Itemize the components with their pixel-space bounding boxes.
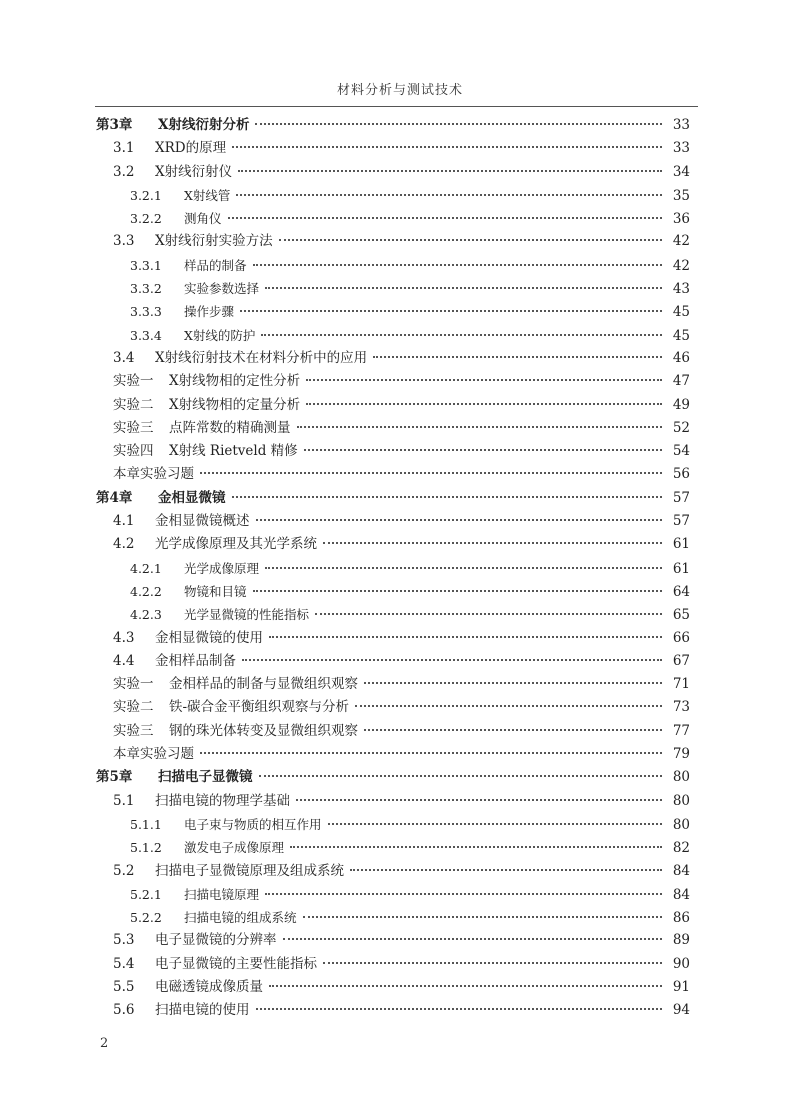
entry-page: 35	[672, 187, 690, 204]
entry-title: 电子束与物质的相互作用	[184, 816, 322, 832]
leader-dots	[256, 519, 663, 521]
entry-number: 3.2.2	[130, 211, 162, 227]
entry-number: 实验三	[113, 722, 154, 739]
leader-dots	[256, 1008, 663, 1010]
entry-number: 实验一	[113, 373, 154, 390]
leader-dots	[240, 310, 662, 312]
leader-dots	[328, 823, 662, 825]
entry-page: 90	[672, 955, 690, 972]
toc-entry[interactable]	[96, 137, 690, 160]
entry-number: 第3章	[96, 117, 133, 133]
entry-page: 47	[672, 373, 690, 390]
entry-title: 扫描电子显微镜原理及组成系统	[155, 862, 344, 879]
toc-entry[interactable]	[96, 300, 690, 323]
entry-title: 电子显微镜的主要性能指标	[155, 955, 317, 972]
entry-title: 测角仪	[184, 211, 222, 227]
entry-title: 实验参数选择	[184, 281, 260, 297]
toc-entry[interactable]	[96, 230, 690, 253]
leader-dots	[364, 682, 662, 684]
leader-dots	[373, 356, 662, 358]
leader-dots	[297, 426, 663, 428]
entry-title: X射线 Rietveld 精修	[169, 443, 298, 460]
entry-title: 光学成像原理及其光学系统	[155, 536, 317, 553]
entry-number: 实验四	[113, 443, 154, 460]
toc-entry[interactable]	[96, 720, 690, 743]
leader-dots	[290, 846, 662, 848]
leader-dots	[279, 239, 662, 241]
leader-dots	[255, 123, 662, 125]
entry-number: 5.4	[113, 955, 135, 972]
toc-entry[interactable]	[96, 463, 690, 486]
entry-title: 样品的制备	[184, 257, 247, 273]
toc-entry[interactable]	[96, 370, 690, 393]
toc-entry[interactable]	[96, 207, 690, 230]
entry-page: 34	[672, 163, 690, 180]
entry-number: 4.1	[113, 513, 135, 530]
leader-dots	[232, 496, 663, 498]
entry-page: 46	[672, 349, 690, 366]
entry-page: 79	[672, 746, 690, 763]
entry-number: 4.2	[113, 536, 135, 553]
entry-page: 91	[672, 978, 690, 995]
entry-number: 5.2	[113, 862, 135, 879]
entry-number: 5.2.2	[130, 910, 162, 926]
entry-page: 77	[672, 722, 690, 739]
leader-dots	[242, 659, 662, 661]
entry-number: 3.4	[113, 349, 135, 366]
toc-entry[interactable]	[96, 976, 690, 999]
entry-page: 33	[672, 140, 690, 157]
toc-entry[interactable]	[96, 743, 690, 766]
entry-title: 金相样品制备	[155, 652, 236, 669]
entry-number: 4.3	[113, 629, 135, 646]
entry-page: 61	[672, 560, 690, 577]
leader-dots	[265, 893, 662, 895]
entry-number: 实验二	[113, 699, 154, 716]
leader-dots	[200, 752, 662, 754]
entry-page: 73	[672, 699, 690, 716]
entry-page: 82	[672, 840, 690, 857]
toc-entry[interactable]	[96, 510, 690, 533]
entry-page: 94	[672, 1002, 690, 1019]
toc-entry[interactable]	[96, 533, 690, 556]
entry-number: 实验三	[113, 419, 154, 436]
entry-number: 实验二	[113, 396, 154, 413]
leader-dots	[304, 449, 662, 451]
entry-number: 第5章	[96, 769, 133, 786]
leader-dots	[306, 379, 662, 381]
entry-number: 第4章	[96, 489, 133, 506]
toc-entry[interactable]	[96, 417, 690, 440]
entry-title: 光学成像原理	[184, 560, 260, 576]
entry-number: 3.3.2	[130, 281, 162, 297]
entry-page: 71	[672, 676, 690, 693]
entry-number: 3.3.4	[130, 327, 162, 343]
leader-dots	[228, 217, 662, 219]
toc-entry[interactable]	[96, 324, 690, 347]
entry-number: 3.2	[113, 163, 135, 180]
leader-dots	[323, 962, 662, 964]
toc-entry[interactable]	[96, 184, 690, 207]
entry-number: 5.1.1	[130, 816, 162, 832]
leader-dots	[350, 869, 662, 871]
entry-title: X射线衍射实验方法	[155, 233, 273, 250]
entry-title: 扫描电镜的组成系统	[184, 910, 297, 926]
toc-entry[interactable]	[96, 627, 690, 650]
toc-entry[interactable]	[96, 929, 690, 952]
entry-page: 64	[672, 583, 690, 600]
toc-entry[interactable]	[96, 696, 690, 719]
entry-title: 本章实验习题	[113, 746, 194, 763]
leader-dots	[238, 170, 662, 172]
entry-number: 4.2.3	[130, 607, 162, 623]
leader-dots	[236, 194, 662, 196]
toc-entry[interactable]	[96, 440, 690, 463]
entry-page: 45	[672, 304, 690, 321]
leader-dots	[265, 287, 662, 289]
entry-title: 激发电子成像原理	[184, 840, 285, 856]
entry-page: 80	[672, 816, 690, 833]
entry-page: 89	[672, 932, 690, 949]
leader-dots	[200, 472, 662, 474]
entry-title: 金相显微镜概述	[155, 513, 250, 530]
entry-page: 84	[672, 862, 690, 879]
entry-title: X射线衍射技术在材料分析中的应用	[155, 349, 368, 366]
entry-title: 扫描电子显微镜	[158, 769, 253, 786]
leader-dots	[315, 613, 662, 615]
leader-dots	[261, 334, 662, 336]
entry-page: 84	[672, 886, 690, 903]
entry-number: 5.6	[113, 1002, 135, 1019]
entry-number: 5.3	[113, 932, 135, 949]
toc-entry[interactable]	[96, 999, 690, 1022]
entry-number: 5.5	[113, 978, 135, 995]
entry-title: X射线管	[184, 187, 231, 203]
leader-dots	[303, 916, 662, 918]
entry-title: 金相显微镜	[158, 489, 226, 506]
leader-dots	[265, 567, 662, 569]
toc-entry[interactable]	[96, 254, 690, 277]
toc-entry[interactable]	[96, 277, 690, 300]
entry-title: 金相显微镜的使用	[155, 629, 263, 646]
leader-dots	[269, 985, 662, 987]
toc-entry[interactable]	[96, 580, 690, 603]
entry-page: 61	[672, 536, 690, 553]
entry-number: 5.1	[113, 792, 135, 809]
toc-entry[interactable]	[96, 673, 690, 696]
leader-dots	[296, 799, 662, 801]
entry-number: 4.4	[113, 652, 135, 669]
toc-entry[interactable]	[96, 161, 690, 184]
entry-title: 扫描电镜的使用	[155, 1002, 250, 1019]
toc-entry[interactable]	[96, 813, 690, 836]
entry-page: 42	[672, 233, 690, 250]
entry-page: 67	[672, 652, 690, 669]
entry-page: 56	[672, 466, 690, 483]
toc-entry[interactable]	[96, 883, 690, 906]
entry-page: 80	[672, 769, 690, 786]
entry-title: 光学显微镜的性能指标	[184, 607, 310, 623]
entry-number: 5.1.2	[130, 840, 162, 856]
toc-entry[interactable]	[96, 790, 690, 813]
entry-number: 3.3	[113, 233, 135, 250]
entry-title: 点阵常数的精确测量	[169, 419, 291, 436]
toc-entry[interactable]	[96, 487, 690, 510]
leader-dots	[306, 403, 662, 405]
entry-page: 65	[672, 607, 690, 624]
toc-entry[interactable]	[96, 836, 690, 859]
entry-page: 36	[672, 211, 690, 228]
entry-title: 电磁透镜成像质量	[155, 978, 263, 995]
entry-number: 3.2.1	[130, 187, 162, 203]
entry-page: 66	[672, 629, 690, 646]
toc-entry[interactable]	[96, 347, 690, 370]
entry-title: X射线物相的定性分析	[169, 373, 301, 390]
toc-entry[interactable]	[96, 603, 690, 626]
leader-dots	[259, 775, 663, 777]
entry-title: X射线衍射仪	[155, 163, 233, 180]
entry-title: 物镜和目镜	[184, 583, 247, 599]
leader-dots	[283, 938, 663, 940]
entry-title: 铁-碳合金平衡组织观察与分析	[169, 699, 350, 716]
leader-dots	[364, 729, 662, 731]
header-rule	[95, 106, 698, 107]
toc-entry[interactable]	[96, 906, 690, 929]
leader-dots	[232, 146, 662, 148]
entry-title: 操作步骤	[184, 304, 235, 320]
entry-page: 42	[672, 257, 690, 274]
entry-page: 33	[672, 117, 690, 133]
leader-dots	[253, 590, 662, 592]
leader-dots	[269, 636, 662, 638]
entry-title: 扫描电镜的物理学基础	[155, 792, 290, 809]
entry-number: 3.3.3	[130, 304, 162, 320]
entry-page: 57	[672, 489, 690, 506]
toc-entry[interactable]	[96, 650, 690, 673]
toc-entry[interactable]	[96, 114, 690, 137]
entry-page: 45	[672, 327, 690, 344]
entry-title: 钢的珠光体转变及显微组织观察	[169, 722, 358, 739]
entry-number: 4.2.2	[130, 583, 162, 599]
entry-page: 52	[672, 419, 690, 436]
leader-dots	[323, 542, 662, 544]
entry-title: 本章实验习题	[113, 466, 194, 483]
entry-title: XRD的原理	[155, 140, 227, 157]
entry-number: 3.1	[113, 140, 135, 157]
entry-page: 49	[672, 396, 690, 413]
leader-dots	[355, 705, 662, 707]
entry-title: 金相样品的制备与显微组织观察	[169, 676, 358, 693]
entry-number: 3.3.1	[130, 257, 162, 273]
leader-dots	[253, 264, 662, 266]
entry-page: 54	[672, 443, 690, 460]
entry-title: 扫描电镜原理	[184, 886, 260, 902]
toc-entry[interactable]	[96, 557, 690, 580]
entry-page: 43	[672, 281, 690, 298]
running-header: 材料分析与测试技术	[336, 83, 463, 98]
entry-page: 57	[672, 513, 690, 530]
toc-entry[interactable]	[96, 766, 690, 789]
entry-page: 86	[672, 910, 690, 927]
entry-title: X射线物相的定量分析	[169, 396, 301, 413]
toc-entry[interactable]	[96, 953, 690, 976]
page-number: 2	[100, 1036, 109, 1051]
entry-title: X射线的防护	[184, 327, 256, 343]
entry-title: 电子显微镜的分辨率	[155, 932, 277, 949]
table-of-contents	[96, 114, 690, 1023]
toc-entry[interactable]	[96, 860, 690, 883]
entry-number: 4.2.1	[130, 560, 162, 576]
toc-entry[interactable]	[96, 394, 690, 417]
entry-page: 80	[672, 792, 690, 809]
entry-number: 5.2.1	[130, 886, 162, 902]
entry-title: X射线衍射分析	[158, 117, 250, 133]
entry-number: 实验一	[113, 676, 154, 693]
